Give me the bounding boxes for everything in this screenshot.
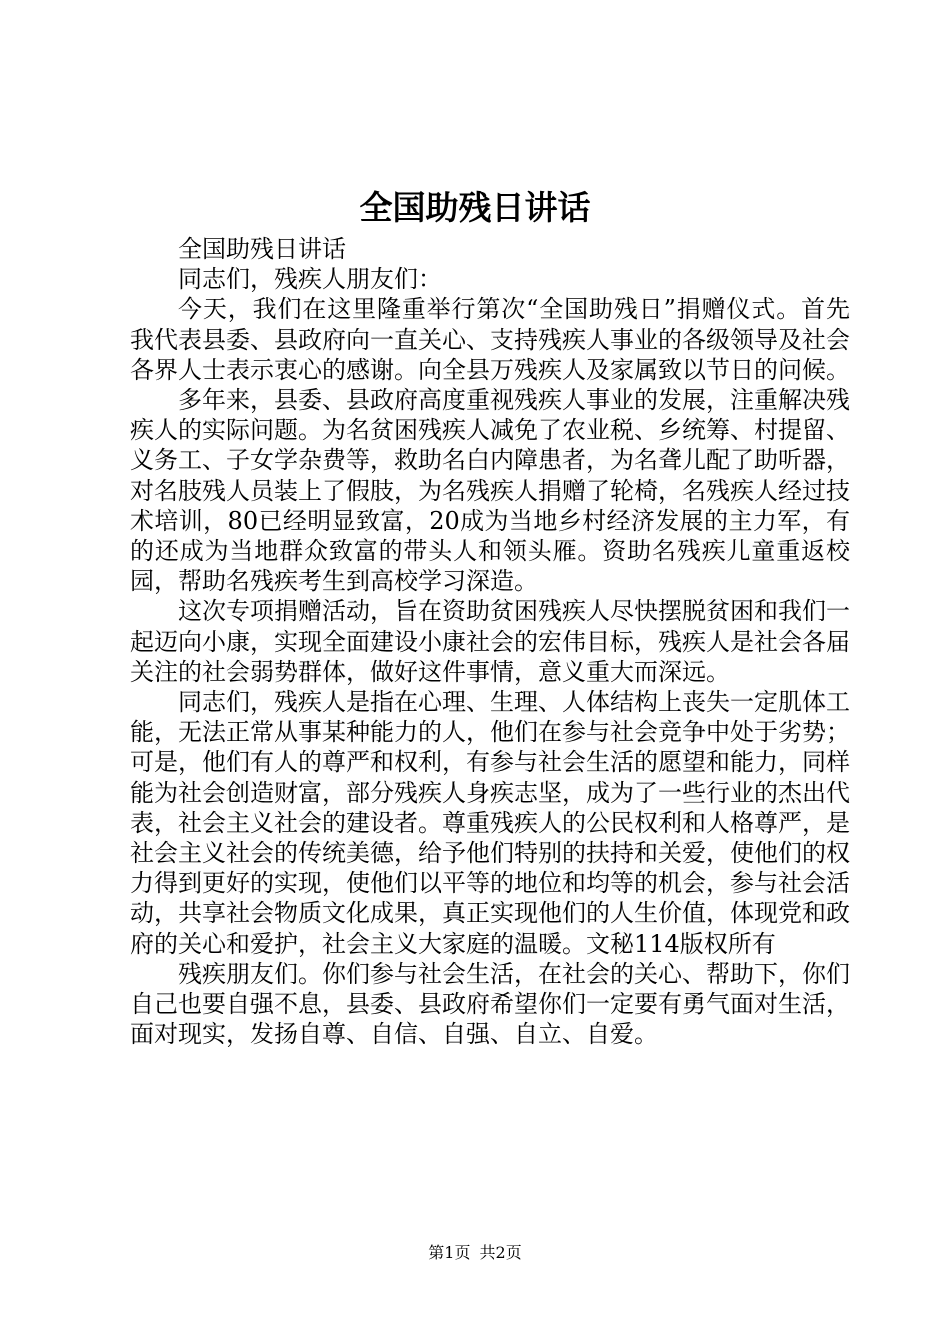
page-total: 共2页: [479, 1243, 522, 1262]
page-footer: [0, 1242, 950, 1264]
paragraph: 多年来，县委、县政府高度重视残疾人事业的发展，注重解决残疾人的实际问题。为名贫困残疾人减免了农业税、乡统筹、村提留、义务工、子女学杂费等，救助名白内障患者，为名聋儿配了助听器，对名肢残人员装上了假肢，为名残疾人捐赠了轮椅，名残疾人经过技术培训，80已经明显致富，20成为当地乡村经济发展的主力军，有的还成为当地群众致富的带头人和领头雁。资助名残疾儿童重返校园，帮助名残疾考生到高校学习深造。: [130, 386, 850, 596]
paragraph: 同志们，残疾人是指在心理、生理、人体结构上丧失一定肌体工能，无法正常从事某种能力的人，他们在参与社会竞争中处于劣势；可是，他们有人的尊严和权利，有参与社会生活的愿望和能力，同样能为社会创造财富，部分残疾人身疾志坚，成为了一些行业的杰出代表，社会主义社会的建设者。尊重残疾人的公民权利和人格尊严，是社会主义社会的传统美德，给予他们特别的扶持和关爱，使他们的权力得到更好的实现，使他们以平等的地位和均等的机会，参与社会活动，共享社会物质文化成果，真正实现他们的人生价值，体现党和政府的关心和爱护，社会主义大家庭的温暖。文秘114版权所有: [130, 688, 850, 958]
paragraph: 残疾朋友们。你们参与社会生活，在社会的关心、帮助下，你们自己也要自强不息，县委、县政府希望你们一定要有勇气面对生活，面对现实，发扬自尊、自信、自强、自立、自爱。: [130, 959, 850, 1049]
page-number: 第1页: [428, 1243, 471, 1262]
paragraph: 同志们，残疾人朋友们：: [178, 265, 442, 294]
document-body: [130, 234, 850, 1049]
paragraph: 今天，我们在这里隆重举行第次“全国助残日”捐赠仪式。首先我代表县委、县政府向一直关心、支持残疾人事业的各级领导及社会各界人士表示衷心的感谢。向全县万残疾人及家属致以节日的问候。: [130, 295, 850, 384]
document-title: 全国助残日讲话: [359, 188, 591, 227]
paragraph: 这次专项捐赠活动，旨在资助贫困残疾人尽快摆脱贫困和我们一起迈向小康，实现全面建设小康社会的宏伟目标，残疾人是社会各届关注的社会弱势群体，做好这件事情，意义重大而深远。: [130, 597, 850, 686]
paragraph: 全国助残日讲话: [178, 235, 346, 263]
